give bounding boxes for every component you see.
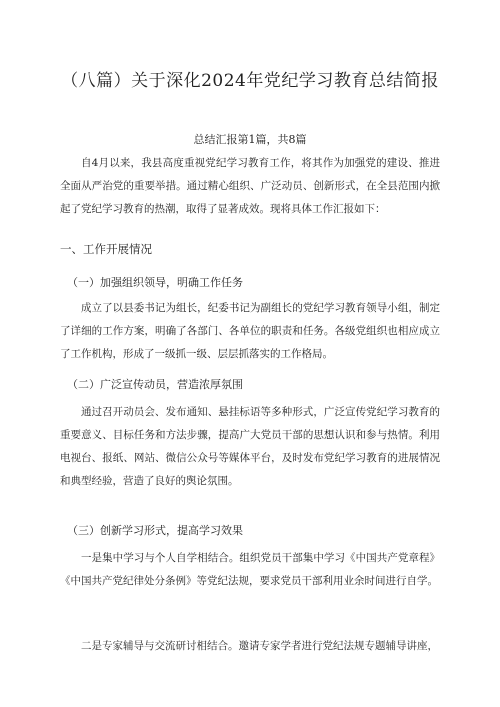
document-title: （八篇）关于深化2024年党纪学习教育总结简报 <box>61 71 439 91</box>
subsection-heading-1: （一）加强组织领导，明确工作任务 <box>67 276 243 289</box>
intro-paragraph: 自4月以来，我县高度重视党纪学习教育工作，将其作为加强党的建设、推进全面从严治党的重要举措。通过精心组织、广泛动员、创新形式，在全县范围内掀起了党纪学习教育的热潮，取得了显著成效。现将具体工作汇报如下： <box>60 157 440 215</box>
paragraph-1: 成立了以县委书记为组长，纪委书记为副组长的党纪学习教育领导小组，制定了详细的工作方案，明确了各部门、各单位的职责和任务。各级党组织也相应成立了工作机构，形成了一级抓一级、层层抓落实的工作格局。 <box>60 302 440 360</box>
paragraph-2: 通过召开动员会、发布通知、悬挂标语等多种形式，广泛宣传党纪学习教育的重要意义、目标任务和方法步骤，提高广大党员干部的思想认识和参与热情。利用电视台、报纸、网站、微信公众号等媒体平台，及时发布党纪学习教育的进展情况和典型经验，营造了良好的舆论氛围。 <box>60 406 440 487</box>
document-subtitle: 总结汇报第1篇，共8篇 <box>193 133 307 146</box>
paragraph-4: 二是专家辅导与交流研讨相结合。邀请专家学者进行党纪法规专题辅导讲座， <box>81 640 438 652</box>
subsection-heading-3: （三）创新学习形式，提高学习效果 <box>67 524 243 537</box>
section-heading: 一、工作开展情况 <box>60 242 152 256</box>
paragraph-3: 一是集中学习与个人自学相结合。组织党员干部集中学习《中国共产党章程》《中国共产党纪律处分条例》等党纪法规，要求党员干部利用业余时间进行自学。 <box>60 552 440 587</box>
subsection-heading-2: （二）广泛宣传动员，营造浓厚氛围 <box>67 378 243 391</box>
